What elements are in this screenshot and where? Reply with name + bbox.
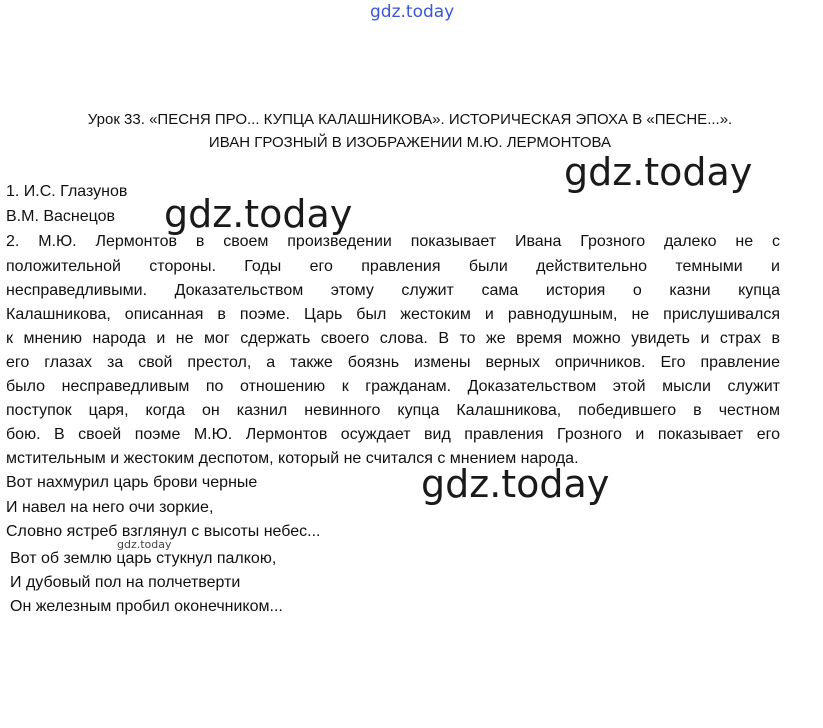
poem-line: И дубовый пол на полчетверти: [10, 574, 241, 591]
answer-2-line: положительной стороны. Годы его правления были действительно темными и: [6, 258, 780, 275]
answer-1-line-1: 1. И.С. Глазунов: [6, 183, 128, 200]
answer-2-line: Калашникова, описанная в поэме. Царь был жестоким и равнодушным, не прислушивался: [6, 306, 780, 323]
answer-1-line-2: В.М. Васнецов: [6, 208, 116, 225]
poem-line: Словно ястреб взглянул с высоты небес...: [6, 523, 321, 540]
answer-2-line: поступок царя, когда он казнил невинного купца Калашникова, победившего в честном: [6, 402, 780, 419]
watermark-top: gdz.today: [370, 2, 455, 22]
answer-2-line: к мнению народа и не мог сдержать своего слова. В то же время можно увидеть и страх в: [6, 330, 780, 347]
lesson-title-line-2: ИВАН ГРОЗНЫЙ В ИЗОБРАЖЕНИИ М.Ю. ЛЕРМОНТОВА: [208, 134, 612, 151]
watermark: gdz.today: [421, 462, 610, 506]
poem-line: Вот об землю царь стукнул палкою,: [10, 550, 277, 567]
watermark: gdz.today: [164, 192, 353, 236]
answer-2-line: 2. М.Ю. Лермонтов в своем произведении показывает Ивана Грозного далеко не с: [6, 233, 780, 250]
answer-2-line: несправедливыми. Доказательством этому служит сама история о казни купца: [6, 282, 780, 299]
watermark-small: gdz.today: [117, 538, 172, 551]
answer-2-line: мстительным и жестоким деспотом, который не считался с мнением народа.: [6, 450, 579, 467]
poem-line: Он железным пробил оконечником...: [10, 598, 283, 615]
answer-2-line: его глазах за свой престол, а также боязнь измены верных опричников. Его правление: [6, 354, 780, 371]
poem-line: Вот нахмурил царь брови черные: [6, 474, 258, 491]
answer-2-line: бою. В своей поэме М.Ю. Лермонтов осуждает вид правления Грозного и показывает его: [6, 426, 780, 443]
answer-2-line: было несправедливым по отношению к гражданам. Доказательством этой мысли служит: [6, 378, 780, 395]
poem-line: И навел на него очи зоркие,: [6, 499, 214, 516]
lesson-title-line-1: Урок 33. «ПЕСНЯ ПРО... КУПЦА КАЛАШНИКОВА». ИСТОРИЧЕСКАЯ ЭПОХА В «ПЕСНЕ...».: [87, 111, 733, 128]
watermark: gdz.today: [564, 150, 753, 194]
